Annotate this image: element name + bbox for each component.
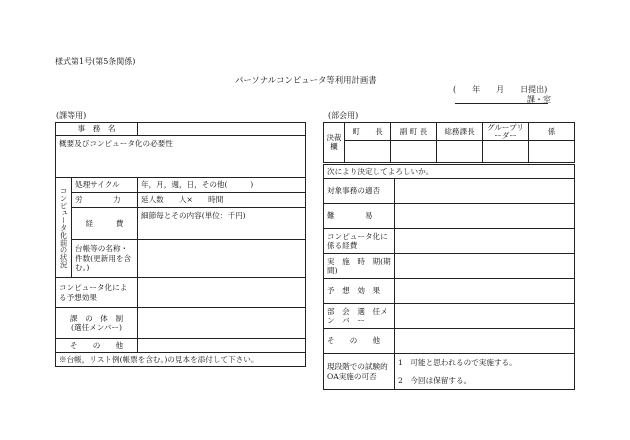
review-row-label: 部 会 選 任メ ン バ ー xyxy=(324,304,395,329)
org-field[interactable] xyxy=(138,308,306,339)
left-other-field[interactable] xyxy=(138,339,306,353)
cycle-value[interactable]: 年，月，週，日，その他( ) xyxy=(138,178,306,193)
review-row-field[interactable] xyxy=(395,229,575,254)
kessai-label: 決裁欄 xyxy=(324,123,345,163)
stamp-general-affairs[interactable] xyxy=(437,141,483,163)
review-row-label: 実 施 時 期(期 間) xyxy=(324,254,395,279)
document-title: パーソナルコンピュータ等利用計画書 xyxy=(235,75,377,85)
effect-label: コンピュータ化による予想効果 xyxy=(56,278,138,308)
expense-label: 経 費 xyxy=(72,208,138,240)
stamp-mayor[interactable] xyxy=(345,141,391,163)
decision-text: 次により決定してよろしいか。 xyxy=(324,165,575,179)
stamp-deputy-mayor[interactable] xyxy=(391,141,437,163)
stamp-section[interactable] xyxy=(529,141,575,163)
review-table xyxy=(323,164,575,390)
cycle-label: 処理サイクル xyxy=(72,178,138,193)
kessai-table xyxy=(323,122,575,163)
labor-value[interactable]: 延人数 人× 時間 xyxy=(138,193,306,208)
left-caption: (課等用) xyxy=(56,111,87,120)
review-row-field[interactable] xyxy=(395,179,575,204)
trial-option-1[interactable]: 1 可能と思われるので実施する。 xyxy=(398,358,517,368)
ledger-label: 台帳等の名称・件数(更新用を含む。) xyxy=(72,240,138,278)
effect-field[interactable] xyxy=(138,278,306,308)
org-label-line2: (選任メンバー) xyxy=(71,323,122,332)
review-row-label: 対象事務の適否 xyxy=(324,179,395,204)
review-row-label: コンピュータ化に係る経費 xyxy=(324,229,395,254)
left-form-table xyxy=(55,122,306,367)
gaiyo-label: 概要及びコンピュータ化の必要性 xyxy=(59,139,173,148)
trial-options xyxy=(395,354,575,390)
approver-section: 係 xyxy=(529,123,575,141)
approver-group-leader: グループリーダー xyxy=(483,123,529,141)
review-row-label: 予 想 効 果 xyxy=(324,279,395,304)
dept-label: 課・室 xyxy=(527,95,551,104)
ledger-field[interactable] xyxy=(138,240,306,278)
jimu-label: 事 務 名 xyxy=(56,123,138,136)
trial-label: 現段階での試験的OA実施の可否 xyxy=(324,354,395,390)
approver-general-affairs: 総務課長 xyxy=(437,123,483,141)
stamp-group-leader[interactable] xyxy=(483,141,529,163)
jimu-field[interactable] xyxy=(138,123,306,136)
review-row-label: 難 易 xyxy=(324,204,395,229)
approver-deputy-mayor: 副 町 長 xyxy=(391,123,437,141)
review-row-field[interactable] xyxy=(395,204,575,229)
form-number: 様式第1号(第5条関係) xyxy=(55,57,136,66)
left-other-label: そ の 他 xyxy=(56,339,138,353)
right-caption: (部会用) xyxy=(328,111,359,120)
review-row-field[interactable] xyxy=(395,254,575,279)
labor-label: 労 力 xyxy=(72,193,138,208)
pre-status-side-label: コンピュータ化前の状況 xyxy=(56,178,72,278)
gaiyo-field[interactable] xyxy=(56,136,306,178)
submission-date: ( 年 月 日提出) xyxy=(453,85,548,94)
review-row-field[interactable] xyxy=(395,329,575,354)
expense-value[interactable]: 細節毎とその内容(単位：千円) xyxy=(138,208,306,240)
org-label-line1: 課 の 体 制 xyxy=(69,313,124,323)
review-row-field[interactable] xyxy=(395,304,575,329)
trial-option-2[interactable]: 2 今回は保留する。 xyxy=(398,375,472,385)
attachment-note: ※台帳，リスト例(帳票を含む。)の見本を添付して下さい。 xyxy=(56,353,306,367)
review-row-field[interactable] xyxy=(395,279,575,304)
approver-mayor: 町 長 xyxy=(345,123,391,141)
org-label xyxy=(56,308,138,339)
review-row-label: そ の 他 xyxy=(324,329,395,354)
